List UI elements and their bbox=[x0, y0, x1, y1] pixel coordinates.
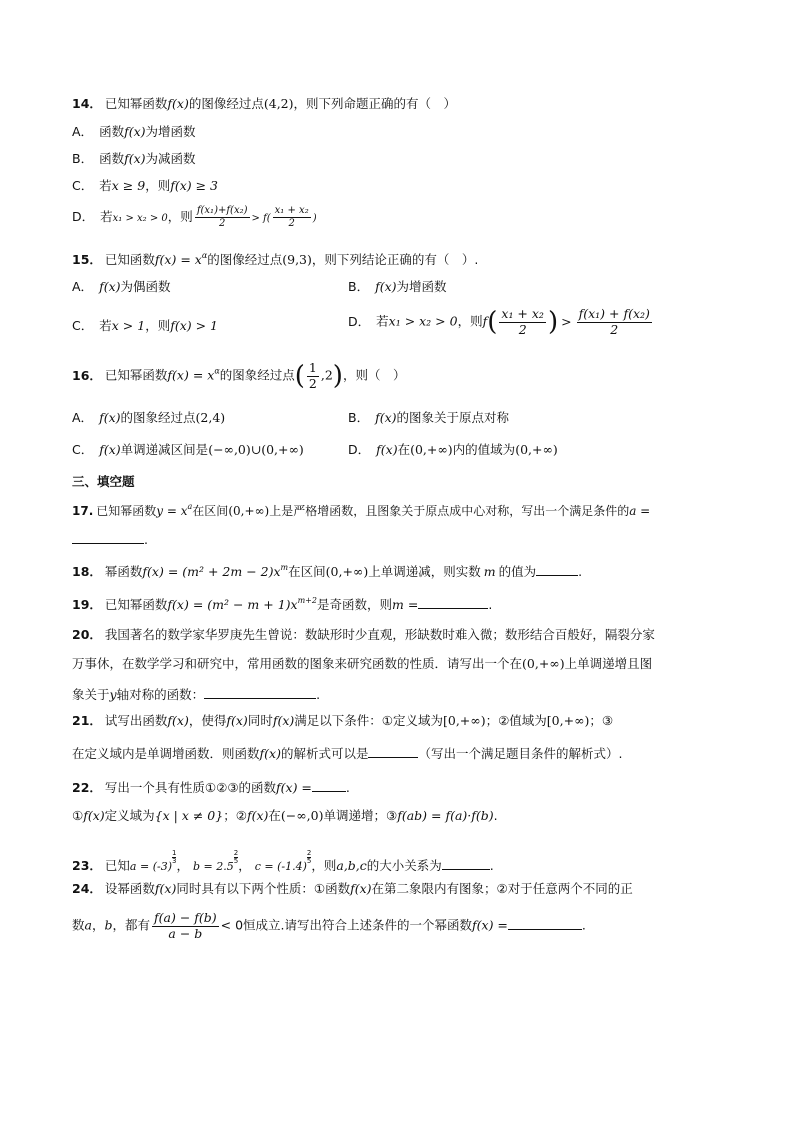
q15-option-a: A． f(x)为偶函数 bbox=[72, 279, 171, 294]
q15-d-fraction-left: $\frac{\text{x₁ + x₂}}{2}$ bbox=[501, 306, 544, 337]
q24-line2: 数a，b，都有 $\frac{f(a) - f(b)}{a - b}$ < 0恒成立.请写出符合上述条件的一个幂函数f(x) = . bbox=[72, 910, 586, 941]
q21-line2: 在定义域内是单调增函数．则函数f(x)的解析式可以是 （写出一个满足题目条件的解析式）. bbox=[72, 746, 623, 761]
q24-fraction: $\frac{f(a) - f(b)}{a - b}$ bbox=[154, 910, 217, 941]
q16-option-d: D． f(x)在(0,+∞)内的值域为(0,+∞) bbox=[348, 442, 558, 457]
q16-option-a: A． f(x)的图象经过点(2,4) bbox=[72, 410, 226, 425]
q23-a-exponent: $\frac{1}{3}$ bbox=[172, 849, 177, 865]
q14-option-d: D． 若x₁ > x₂ > 0，则 $\frac{\text{f(x₁)+f(x₂)}}{2}$ > f( $\frac{\text{x₁ + x₂}}{2}$ ) bbox=[72, 205, 317, 229]
q17-line1: 17. 已知幂函数$y = x^a$在区间(0,+∞)上是严格增函数，且图象关于原点成中心对称，写出一个满足条件的a = bbox=[72, 502, 651, 518]
q15-d-fraction-right: $\frac{\text{f(x₁) + f(x₂)}}{2}$ bbox=[578, 306, 650, 337]
q17-line2: . bbox=[72, 531, 148, 547]
q18-line: 18． 幂函数$f(x) = (m^2 + 2m - 2)x^m$在区间(0,+∞)上单调递减，则实数 m 的值为 . bbox=[72, 563, 583, 579]
q23-line: 23． 已知a = (-3) $\frac{1}{3}$ ， b = 2.5 $\frac{2}{5}$ ， c = (-1.4) $\frac{2}{5}$ ，则a,b,c的大小关系为 . bbox=[72, 849, 494, 873]
q14-option-a: A． 函数f(x)为增函数 bbox=[72, 124, 196, 139]
q21-answer-blank[interactable] bbox=[368, 745, 418, 758]
q23-c-exponent: $\frac{2}{5}$ bbox=[306, 849, 312, 865]
q15-option-d: D． 若x₁ > x₂ > 0，则f( $\frac{\text{x₁ + x₂}}{2}$ ) > $\frac{\text{f(x₁) + f(x₂)}}{2}$ bbox=[348, 306, 650, 337]
q23-answer-blank[interactable] bbox=[442, 857, 490, 870]
q23-b-exponent: $\frac{2}{5}$ bbox=[233, 849, 239, 865]
q20-answer-blank[interactable] bbox=[204, 686, 316, 699]
section-heading-fill-in: 三、填空题 bbox=[72, 474, 135, 489]
q14-option-c: C． 若x ≥ 9，则f(x) ≥ 3 bbox=[72, 178, 219, 193]
q15-option-c: C． 若x > 1，则f(x) > 1 bbox=[72, 318, 219, 333]
q14-stem: 14． 已知幂函数f(x)的图像经过点(4,2)，则下列命题正确的有（ ） bbox=[72, 96, 457, 111]
q22-answer-blank[interactable] bbox=[312, 779, 346, 792]
q18-answer-blank[interactable] bbox=[536, 563, 578, 576]
q24-line1: 24． 设幂函数f(x)同时具有以下两个性质：①函数f(x)在第二象限内有图象；②对于任意两个不同的正 bbox=[72, 881, 633, 896]
q20-line1: 20． 我国著名的数学家华罗庚先生曾说：数缺形时少直观，形缺数时难入微；数形结合百般好，隔裂分家 bbox=[72, 627, 655, 642]
q19-answer-blank[interactable] bbox=[418, 596, 488, 609]
q14-d-fraction-right: $\frac{\text{x₁ + x₂}}{2}$ bbox=[274, 205, 309, 229]
q20-line2: 万事休，在数学学习和研究中，常用函数的图象来研究函数的性质．请写出一个在(0,+∞)上单调递增且图 bbox=[72, 656, 653, 671]
q22-line1: 22． 写出一个具有性质①②③的函数f(x) = . bbox=[72, 780, 350, 795]
q14-option-b: B． 函数f(x)为减函数 bbox=[72, 151, 196, 166]
q16-stem: 16． 已知幂函数$f(x) = x^\alpha$的图象经过点( $\frac{1}{2}$ ,2)，则（ ） bbox=[72, 360, 406, 391]
q22-properties: ①f(x)定义域为{x | x ≠ 0}；②f(x)在(−∞,0)单调递增；③f(ab) = f(a)·f(b). bbox=[72, 808, 498, 823]
q14-d-fraction-left: $\frac{\text{f(x₁)+f(x₂)}}{2}$ bbox=[196, 205, 248, 229]
q21-line1: 21． 试写出函数f(x)，使得f(x)同时f(x)满足以下条件：①定义域为[0,+∞)；②值域为[0,+∞)；③ bbox=[72, 713, 614, 728]
q16-option-b: B． f(x)的图象关于原点对称 bbox=[348, 410, 510, 425]
q17-answer-blank[interactable] bbox=[72, 531, 144, 544]
q19-line: 19． 已知幂函数$f(x) = (m^2 - m + 1)x^{m+2}$是奇函数，则m = . bbox=[72, 596, 493, 612]
q15-option-b: B． f(x)为增函数 bbox=[348, 279, 447, 294]
q16-point-fraction: $\frac{1}{2}$ bbox=[308, 360, 317, 391]
q20-line3: 象关于y轴对称的函数： . bbox=[72, 687, 321, 702]
q15-stem: 15． 已知函数$f(x) = x^\alpha$的图像经过点(9,3)，则下列结论正确的有（ ）. bbox=[72, 251, 479, 267]
q24-answer-blank[interactable] bbox=[508, 917, 582, 930]
q16-option-c: C． f(x)单调递减区间是(−∞,0)∪(0,+∞) bbox=[72, 442, 304, 457]
